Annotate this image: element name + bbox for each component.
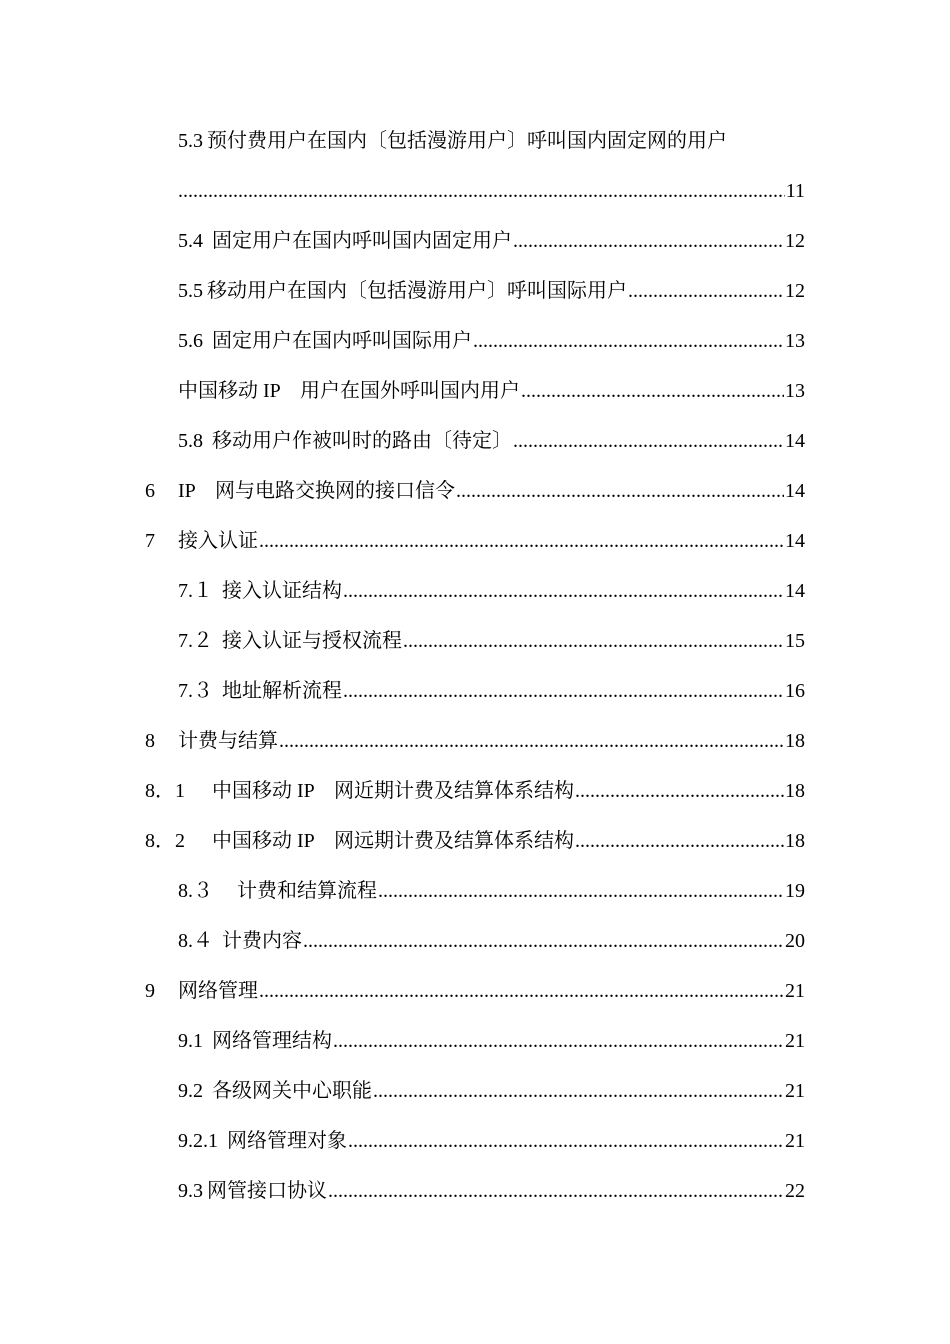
toc-entry-number: 8.３ bbox=[178, 880, 213, 902]
toc-entry-5-5[interactable] bbox=[178, 276, 805, 306]
toc-leader bbox=[343, 576, 784, 606]
toc-entry-9-1[interactable] bbox=[178, 1026, 805, 1056]
toc-entry-title: 网络管理结构 bbox=[212, 1030, 332, 1052]
toc-entry-title: 计费内容 bbox=[222, 930, 302, 952]
toc-entry-9-2[interactable] bbox=[178, 1076, 805, 1106]
toc-leader bbox=[348, 1126, 784, 1156]
toc-entry-number: 9.2 bbox=[178, 1080, 203, 1102]
toc-page-number: 13 bbox=[785, 330, 805, 352]
toc-entry-title: 接入认证与授权流程 bbox=[222, 630, 402, 652]
toc-entry-title: 移动用户作被叫时的路由〔待定〕 bbox=[212, 430, 512, 452]
toc-leader bbox=[328, 1176, 784, 1206]
toc-entry-9[interactable] bbox=[145, 976, 805, 1006]
toc-entry-title: 地址解析流程 bbox=[222, 680, 342, 702]
toc-leader bbox=[333, 1026, 784, 1056]
toc-entry-title: 接入认证 bbox=[178, 530, 258, 552]
toc-entry-title: 接入认证结构 bbox=[222, 580, 342, 602]
toc-page-number: 16 bbox=[785, 680, 805, 702]
toc-page-number: 14 bbox=[785, 530, 805, 552]
toc-leader bbox=[521, 376, 784, 406]
toc-entry-9-3[interactable] bbox=[178, 1176, 805, 1206]
toc-leader bbox=[303, 926, 784, 956]
toc-entry-8-1[interactable] bbox=[145, 776, 805, 806]
toc-page-number: 14 bbox=[785, 430, 805, 452]
toc-page-number: 13 bbox=[785, 380, 805, 402]
toc-entry-6[interactable] bbox=[145, 476, 805, 506]
toc-entry-title: 中国移动 IP 网远期计费及结算体系结构 bbox=[212, 830, 575, 852]
toc-entry-title: 网络管理对象 bbox=[227, 1130, 347, 1152]
toc-page-number: 19 bbox=[785, 880, 805, 902]
toc-entry-number: 7.１ bbox=[178, 580, 213, 602]
toc-entry-title: IP 网与电路交换网的接口信令 bbox=[178, 480, 456, 502]
toc-leader bbox=[373, 1076, 784, 1106]
toc-entry-5-8[interactable] bbox=[178, 426, 805, 456]
toc-entry-title: 计费与结算 bbox=[178, 730, 278, 752]
toc-leader bbox=[473, 326, 784, 356]
toc-leader bbox=[259, 526, 784, 556]
toc-entry-5-6[interactable] bbox=[178, 326, 805, 356]
toc-page-number: 12 bbox=[785, 280, 805, 302]
toc-entry-7[interactable] bbox=[145, 526, 805, 556]
toc-entry-number: 9.3 bbox=[178, 1180, 203, 1202]
toc-entry-title: 网络管理 bbox=[178, 980, 258, 1002]
toc-page-number: 18 bbox=[785, 780, 805, 802]
toc-entry-title: 固定用户在国内呼叫国内固定用户 bbox=[212, 230, 512, 252]
toc-entry-number: 5.6 bbox=[178, 330, 203, 352]
toc-entry-8-4[interactable] bbox=[178, 926, 805, 956]
toc-entry-5-3[interactable] bbox=[178, 126, 805, 156]
toc-page-number: 18 bbox=[785, 830, 805, 852]
toc-entry-number: 9.2.1 bbox=[178, 1130, 218, 1152]
toc-leader bbox=[513, 226, 784, 256]
toc-entry-5-7[interactable] bbox=[178, 376, 805, 406]
toc-entry-number: 7.２ bbox=[178, 630, 213, 652]
toc-entry-title: 计费和结算流程 bbox=[237, 880, 377, 902]
toc-entry-9-2-1[interactable] bbox=[178, 1126, 805, 1156]
toc-page-number: 18 bbox=[785, 730, 805, 752]
toc-entry-title: 网管接口协议 bbox=[207, 1180, 327, 1202]
toc-entry-8-2[interactable] bbox=[145, 826, 805, 856]
toc-page-number: 21 bbox=[785, 1080, 805, 1102]
toc-entry-number: 9 bbox=[145, 980, 155, 1002]
toc-entry-5-4[interactable] bbox=[178, 226, 805, 256]
toc-leader bbox=[178, 176, 785, 206]
toc-entry-number: 7.３ bbox=[178, 680, 213, 702]
toc-entry-title: 各级网关中心职能 bbox=[212, 1080, 372, 1102]
toc-entry-number: 6 bbox=[145, 480, 155, 502]
toc-entry-title: 中国移动 IP 用户在国外呼叫国内用户 bbox=[178, 380, 521, 402]
toc-entry-8[interactable] bbox=[145, 726, 805, 756]
toc-leader bbox=[343, 676, 784, 706]
toc-entry-5-3-continuation[interactable] bbox=[178, 176, 805, 206]
toc-entry-title: 预付费用户在国内〔包括漫游用户〕呼叫国内固定网的用户 bbox=[207, 130, 727, 152]
toc-entry-7-1[interactable] bbox=[178, 576, 805, 606]
toc-entry-number: 9.1 bbox=[178, 1030, 203, 1052]
toc-leader bbox=[259, 976, 784, 1006]
toc-entry-7-3[interactable] bbox=[178, 676, 805, 706]
toc-leader bbox=[279, 726, 784, 756]
toc-page-number: 11 bbox=[785, 180, 805, 202]
toc-leader bbox=[575, 826, 784, 856]
toc-leader bbox=[403, 626, 784, 656]
toc-page-number: 21 bbox=[785, 1130, 805, 1152]
toc-entry-title: 固定用户在国内呼叫国际用户 bbox=[212, 330, 472, 352]
toc-entry-8-3[interactable] bbox=[178, 876, 805, 906]
toc-page-number: 21 bbox=[785, 980, 805, 1002]
toc-entry-number: 8．2 bbox=[145, 830, 185, 852]
toc-entry-title: 移动用户在国内〔包括漫游用户〕呼叫国际用户 bbox=[207, 280, 627, 302]
toc-entry-number: 5.4 bbox=[178, 230, 203, 252]
toc-leader bbox=[575, 776, 784, 806]
toc-entry-number: 8.４ bbox=[178, 930, 213, 952]
toc-page-number: 15 bbox=[785, 630, 805, 652]
toc-entry-number: 7 bbox=[145, 530, 155, 552]
toc-page-number: 21 bbox=[785, 1030, 805, 1052]
toc-leader bbox=[378, 876, 784, 906]
toc-entry-number: 5.3 bbox=[178, 130, 203, 152]
toc-page-number: 14 bbox=[785, 580, 805, 602]
toc-leader bbox=[456, 476, 784, 506]
toc-entry-number: 5.5 bbox=[178, 280, 203, 302]
toc-page-number: 14 bbox=[785, 480, 805, 502]
toc-entry-number: 8 bbox=[145, 730, 155, 752]
toc-leader bbox=[628, 276, 784, 306]
toc-entry-7-2[interactable] bbox=[178, 626, 805, 656]
toc-leader bbox=[513, 426, 784, 456]
toc-page-number: 12 bbox=[785, 230, 805, 252]
toc-entry-number: 5.8 bbox=[178, 430, 203, 452]
toc-page-number: 20 bbox=[785, 930, 805, 952]
toc-entry-title: 中国移动 IP 网近期计费及结算体系结构 bbox=[212, 780, 575, 802]
toc-page-number: 22 bbox=[785, 1180, 805, 1202]
toc-entry-number: 8．1 bbox=[145, 780, 185, 802]
